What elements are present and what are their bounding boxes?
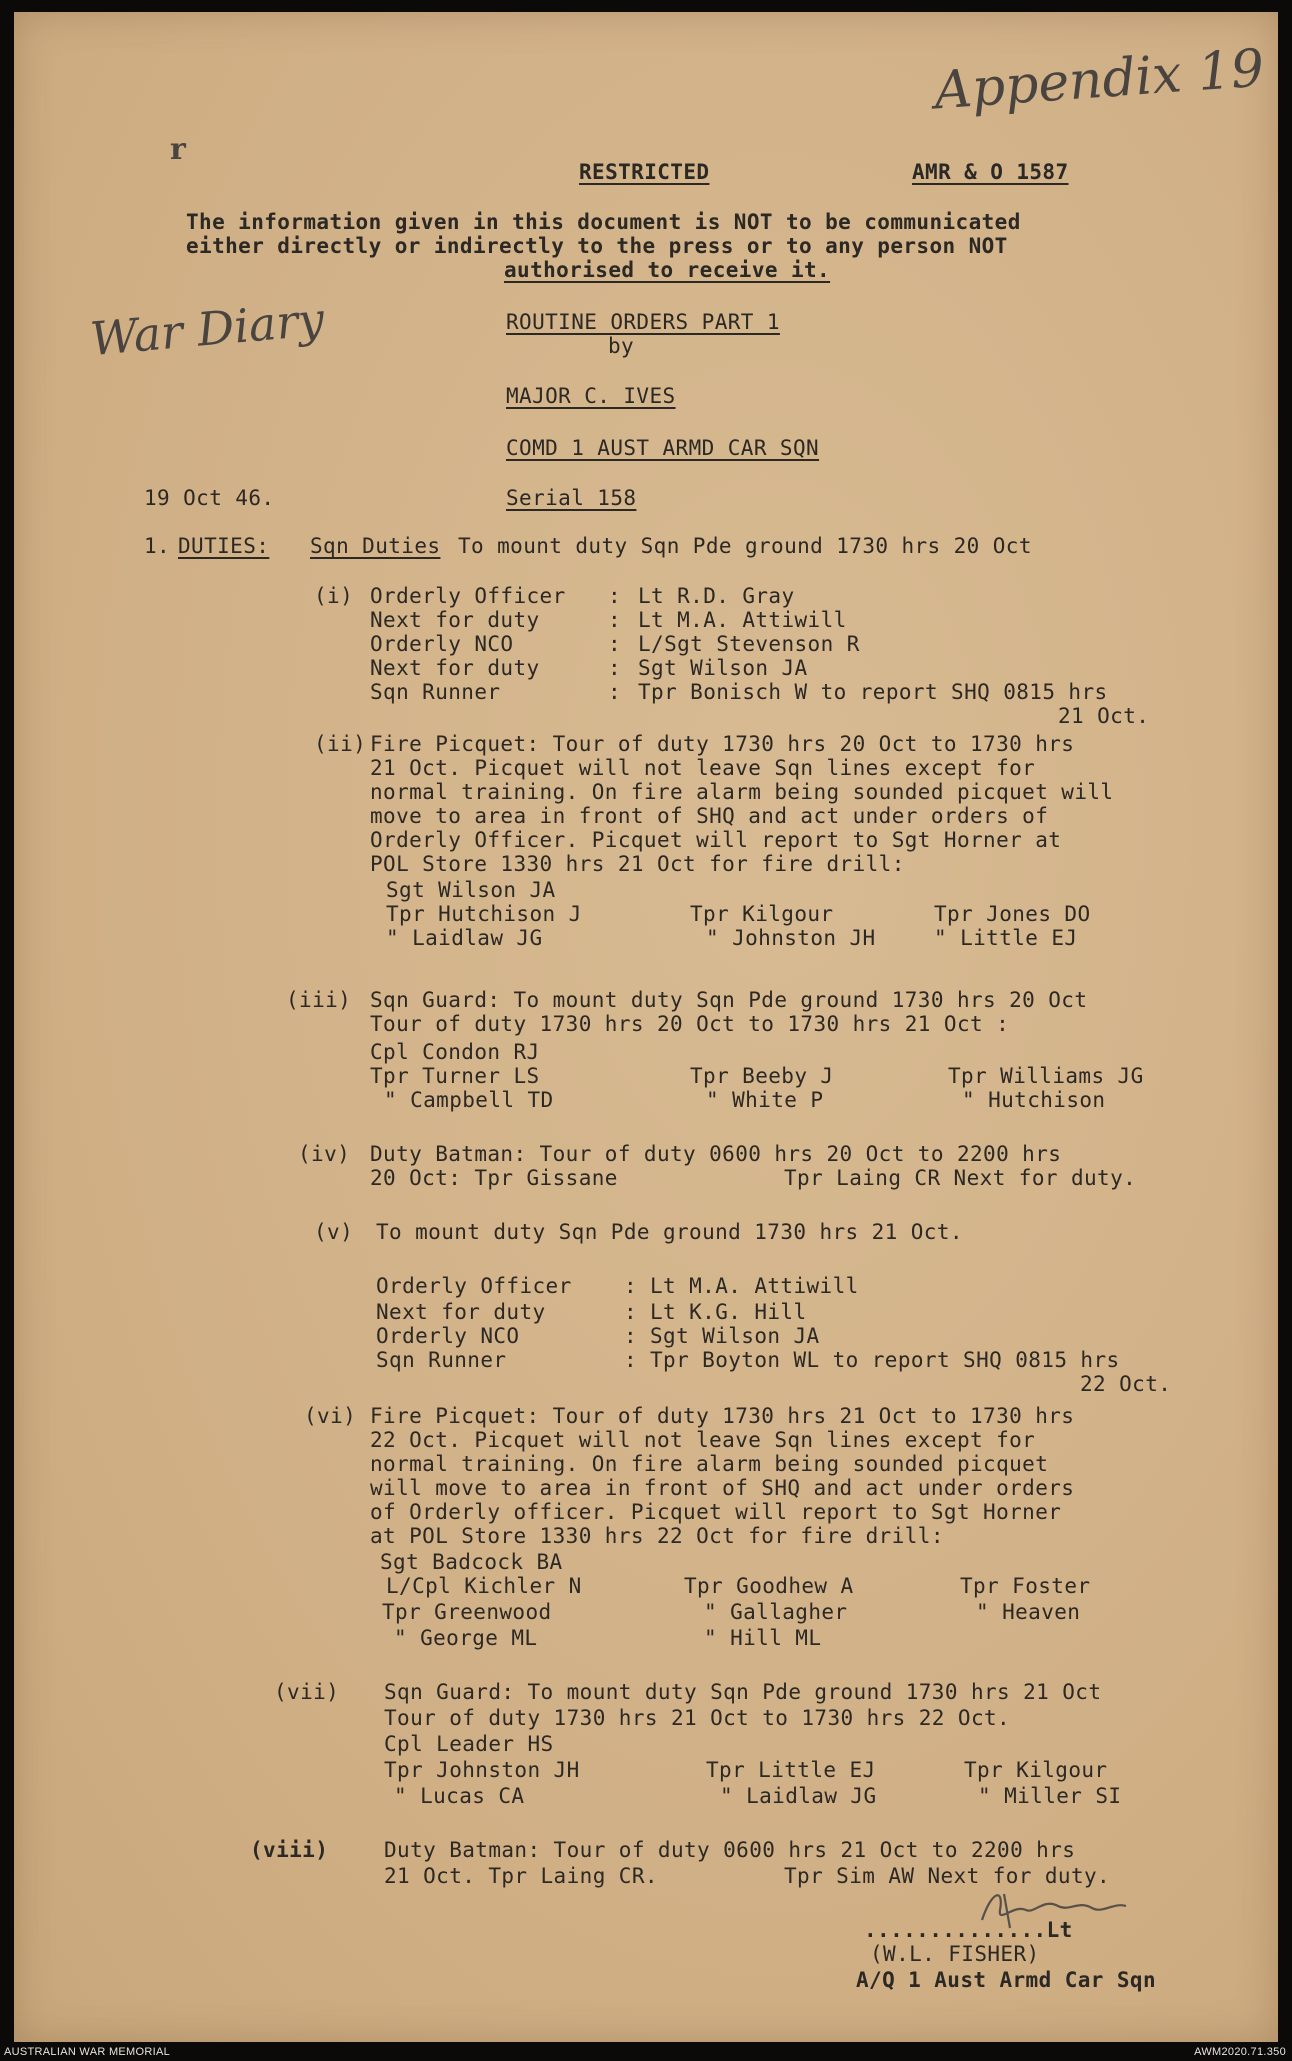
roster-name: Lt R.D. Gray — [638, 584, 795, 608]
guard-member: Tpr Williams JG — [948, 1064, 1144, 1088]
roster-role: Sqn Runner — [376, 1348, 507, 1372]
picquet-member: " Gallagher — [704, 1600, 848, 1624]
section-number: 1. — [144, 534, 171, 558]
picquet-member: " Little EJ — [934, 926, 1078, 950]
item-number: (vi) — [304, 1404, 357, 1428]
paragraph-line: Duty Batman: Tour of duty 0600 hrs 21 Oct to 2200 hrs — [384, 1838, 1076, 1862]
guard-member: Tpr Johnston JH — [384, 1758, 580, 1782]
picquet-member: Tpr Foster — [960, 1574, 1091, 1598]
picquet-member: " Laidlaw JG — [386, 926, 543, 950]
roster-name: L/Sgt Stevenson R — [638, 632, 860, 656]
paragraph-line: at POL Store 1330 hrs 22 Oct for fire drill: — [370, 1524, 944, 1548]
paragraph-line: Sqn Guard: To mount duty Sqn Pde ground 1730 hrs 21 Oct — [384, 1680, 1102, 1704]
war-diary-annotation: War Diary — [88, 291, 327, 367]
picquet-member: Tpr Jones DO — [934, 902, 1091, 926]
paragraph-line: 21 Oct. Tpr Laing CR. — [384, 1864, 658, 1888]
item-number: (i) — [314, 584, 354, 608]
paragraph-line: normal training. On fire alarm being sounded picquet will — [370, 780, 1114, 804]
picquet-leader: Sgt Wilson JA — [386, 878, 556, 902]
roster-separator: : — [608, 632, 622, 656]
notice-line-1: The information given in this document is NOT to be communicated — [186, 210, 1021, 234]
roster-role: Next for duty — [370, 656, 540, 680]
guard-member: Tpr Turner LS — [370, 1064, 540, 1088]
picquet-member: " Johnston JH — [706, 926, 876, 950]
order-date: 19 Oct 46. — [144, 486, 275, 510]
paragraph-line: normal training. On fire alarm being sounded picquet — [370, 1452, 1049, 1476]
item-number: (vii) — [274, 1680, 340, 1704]
picquet-member: Tpr Hutchison J — [386, 902, 582, 926]
roster-separator: : — [608, 680, 622, 704]
paragraph-line: 21 Oct. Picquet will not leave Sqn lines except for — [370, 756, 1036, 780]
roster-name: Sgt Wilson JA — [638, 656, 808, 680]
roster-role: Sqn Runner — [370, 680, 501, 704]
guard-member: " White P — [706, 1088, 824, 1112]
orders-title: ROUTINE ORDERS PART 1 — [506, 310, 780, 334]
item-number: (v) — [314, 1220, 354, 1244]
serial-number: Serial 158 — [506, 486, 637, 510]
picquet-leader: Sgt Badcock BA — [380, 1550, 563, 1574]
roster-name: Tpr Boyton WL to report SHQ 0815 hrs — [650, 1348, 1120, 1372]
section-subheading: Sqn Duties — [310, 534, 441, 558]
roster-continuation: 21 Oct. — [1058, 704, 1150, 728]
document-reference: AMR & O 1587 — [912, 160, 1069, 184]
paragraph-line: Sqn Guard: To mount duty Sqn Pde ground 1730 hrs 20 Oct — [370, 988, 1088, 1012]
paragraph-line: Fire Picquet: Tour of duty 1730 hrs 21 Oct to 1730 hrs — [370, 1404, 1075, 1428]
picquet-member: L/Cpl Kichler N — [386, 1574, 582, 1598]
guard-leader: Cpl Condon RJ — [370, 1040, 540, 1064]
paragraph-line: Tour of duty 1730 hrs 20 Oct to 1730 hrs 21 Oct : — [370, 1012, 1010, 1036]
section-heading: DUTIES: — [178, 534, 270, 558]
roster-role: Orderly NCO — [376, 1324, 520, 1348]
item-number: (ii) — [314, 732, 367, 756]
paragraph-line: Duty Batman: Tour of duty 0600 hrs 20 Oct to 2200 hrs — [370, 1142, 1062, 1166]
guard-member: Tpr Kilgour — [964, 1758, 1108, 1782]
guard-member: " Hutchison — [962, 1088, 1106, 1112]
roster-separator: : — [608, 656, 622, 680]
roster-name: Tpr Bonisch W to report SHQ 0815 hrs — [638, 680, 1108, 704]
signature-line: ..............Lt — [864, 1918, 1073, 1942]
picquet-member: Tpr Greenwood — [382, 1600, 552, 1624]
roster-continuation: 22 Oct. — [1080, 1372, 1172, 1396]
roster-name: Lt K.G. Hill — [650, 1300, 807, 1324]
picquet-member: Tpr Kilgour — [690, 902, 834, 926]
paragraph-line: move to area in front of SHQ and act under orders of — [370, 804, 1049, 828]
roster-separator: : — [624, 1324, 638, 1348]
roster-role: Orderly Officer — [376, 1274, 572, 1298]
item-number: (iii) — [286, 988, 352, 1012]
notice-line-3: authorised to receive it. — [504, 258, 831, 282]
paragraph-line: Fire Picquet: Tour of duty 1730 hrs 20 Oct to 1730 hrs — [370, 732, 1075, 756]
item-number: (viii) — [250, 1838, 329, 1862]
issuing-officer: MAJOR C. IVES — [506, 384, 676, 408]
guard-leader: Cpl Leader HS — [384, 1732, 554, 1756]
paragraph-line: Tour of duty 1730 hrs 21 Oct to 1730 hrs 22 Oct. — [384, 1706, 1011, 1730]
roster-name: Lt M.A. Attiwill — [650, 1274, 859, 1298]
section-v-intro: To mount duty Sqn Pde ground 1730 hrs 21 Oct. — [376, 1220, 963, 1244]
guard-member: Tpr Little EJ — [706, 1758, 876, 1782]
picquet-member: Tpr Goodhew A — [684, 1574, 854, 1598]
item-number: (iv) — [298, 1142, 351, 1166]
paragraph-line: Tpr Laing CR Next for duty. — [784, 1166, 1137, 1190]
signatory-name: (W.L. FISHER) — [870, 1942, 1040, 1966]
orders-by: by — [608, 334, 635, 358]
document-page — [14, 12, 1278, 2042]
roster-role: Orderly Officer — [370, 584, 566, 608]
roster-separator: : — [624, 1300, 638, 1324]
roster-role: Orderly NCO — [370, 632, 514, 656]
notice-line-2: either directly or indirectly to the press or to any person NOT — [186, 234, 1008, 258]
paragraph-line: 20 Oct: Tpr Gissane — [370, 1166, 618, 1190]
roster-separator: : — [608, 584, 622, 608]
guard-member: " Laidlaw JG — [720, 1784, 877, 1808]
paragraph-line: POL Store 1330 hrs 21 Oct for fire drill: — [370, 852, 905, 876]
guard-member: " Campbell TD — [384, 1088, 554, 1112]
roster-role: Next for duty — [370, 608, 540, 632]
paragraph-line: 22 Oct. Picquet will not leave Sqn lines except for — [370, 1428, 1036, 1452]
roster-separator: : — [624, 1348, 638, 1372]
guard-member: " Lucas CA — [394, 1784, 525, 1808]
section-intro: To mount duty Sqn Pde ground 1730 hrs 20 Oct — [458, 534, 1032, 558]
guard-member: Tpr Beeby J — [690, 1064, 834, 1088]
appendix-annotation: Appendix 19 — [932, 38, 1267, 122]
roster-name: Lt M.A. Attiwill — [638, 608, 847, 632]
roster-role: Next for duty — [376, 1300, 546, 1324]
corner-mark: r — [170, 132, 186, 167]
picquet-member: " George ML — [394, 1626, 538, 1650]
footer-archive-name: AUSTRALIAN WAR MEMORIAL — [4, 2046, 171, 2058]
paragraph-line: of Orderly officer. Picquet will report to Sgt Horner — [370, 1500, 1062, 1524]
picquet-member: " Heaven — [976, 1600, 1081, 1624]
guard-member: " Miller SI — [978, 1784, 1122, 1808]
paragraph-line: Tpr Sim AW Next for duty. — [784, 1864, 1111, 1888]
roster-separator: : — [608, 608, 622, 632]
classification: RESTRICTED — [579, 160, 710, 184]
paragraph-line: will move to area in front of SHQ and act under orders — [370, 1476, 1075, 1500]
picquet-member: " Hill ML — [704, 1626, 822, 1650]
footer-catalogue-id: AWM2020.71.350 — [1194, 2046, 1286, 2058]
paragraph-line: Orderly Officer. Picquet will report to Sgt Horner at — [370, 828, 1062, 852]
roster-separator: : — [624, 1274, 638, 1298]
roster-name: Sgt Wilson JA — [650, 1324, 820, 1348]
signatory-unit: A/Q 1 Aust Armd Car Sqn — [856, 1968, 1156, 1992]
command-line: COMD 1 AUST ARMD CAR SQN — [506, 436, 820, 460]
